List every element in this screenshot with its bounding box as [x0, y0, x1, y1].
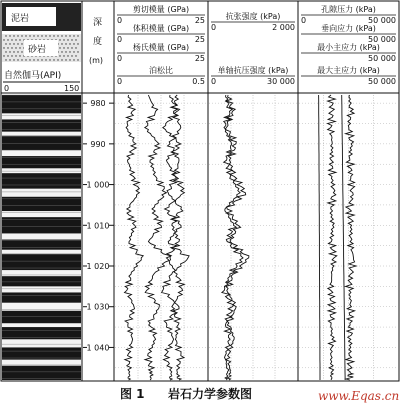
sand-dot	[11, 39, 12, 40]
track-header-min: 0	[211, 77, 217, 86]
sand-dot	[73, 35, 74, 36]
sand-dot	[53, 35, 54, 36]
sand-dot	[61, 43, 62, 44]
sand-dot	[59, 47, 60, 48]
sand-dot	[33, 35, 34, 36]
sandstone-bed	[2, 323, 81, 327]
sand-dot	[37, 59, 38, 60]
sand-dot	[69, 51, 70, 52]
sand-dot	[65, 35, 66, 36]
sand-dot	[69, 43, 70, 44]
sand-dot	[21, 43, 22, 44]
sand-dot	[13, 59, 14, 60]
sand-dot	[17, 43, 18, 44]
sand-dot	[61, 51, 62, 52]
sand-dot	[67, 55, 68, 56]
sand-dot	[25, 35, 26, 36]
sand-dot	[13, 51, 14, 52]
sand-dot	[11, 55, 12, 56]
track-header-label: 剪切模量 (GPa)	[132, 5, 190, 14]
depth-tick-label: 980	[90, 99, 106, 109]
sand-dot	[49, 59, 50, 60]
sand-dot	[65, 43, 66, 44]
watermark: www.Eqas.cn	[318, 389, 400, 403]
sand-dot	[21, 59, 22, 60]
depth-label-char-2: 度	[93, 37, 103, 47]
curve-体积模量	[145, 95, 171, 380]
sand-dot	[67, 39, 68, 40]
track-header-min: 0	[117, 54, 123, 63]
gamma-scale-min: 0	[4, 84, 10, 93]
curve-最小主应力	[328, 95, 337, 380]
sand-dot	[49, 35, 50, 36]
sand-dot	[45, 35, 46, 36]
sandstone-bed	[2, 211, 81, 217]
sand-dot	[5, 51, 6, 52]
sand-dot	[65, 51, 66, 52]
gamma-axis-label: 自然伽马(API)	[4, 71, 62, 81]
track-header-min: 0	[211, 23, 217, 32]
sand-dot	[11, 47, 12, 48]
track-header-max: 30 000	[267, 77, 295, 86]
sand-dot	[63, 47, 64, 48]
sand-dot	[5, 59, 6, 60]
depth-label-char-1: 深	[93, 18, 103, 28]
sand-dot	[21, 51, 22, 52]
sand-dot	[73, 51, 74, 52]
sand-dot	[9, 51, 10, 52]
sand-dot	[5, 35, 6, 36]
mudstone-legend-label: 泥岩	[11, 14, 30, 24]
depth-tick-label: 1 040	[86, 343, 110, 353]
sand-dot	[73, 59, 74, 60]
sand-dot	[7, 55, 8, 56]
depth-tick-label: 990	[90, 139, 106, 149]
sand-dot	[17, 35, 18, 36]
depth-tick-label: 1 020	[86, 262, 110, 271]
track-2-grid	[209, 95, 297, 380]
sandstone-bed	[2, 189, 81, 197]
track-2-curves	[222, 95, 249, 380]
track-header-label: 垂向应力 (kPa)	[321, 24, 376, 33]
track-header-label: 最大主应力 (kPa)	[317, 66, 380, 75]
track-header-min: 0	[117, 16, 123, 25]
sand-dot	[17, 51, 18, 52]
curve-泊松比	[166, 95, 184, 380]
sand-dot	[59, 55, 60, 56]
track-header-max: 50 000	[368, 35, 396, 44]
curve-最大主应力	[346, 95, 357, 380]
gamma-scale-max: 150	[64, 84, 80, 93]
sandstone-bed	[2, 233, 81, 239]
track-header-max: 2 000	[272, 23, 295, 32]
sand-dot	[15, 39, 16, 40]
sand-dot	[61, 35, 62, 36]
sandstone-bed	[2, 270, 81, 276]
track-header-min: 0	[117, 35, 123, 44]
sand-dot	[41, 35, 42, 36]
sandstone-bed	[2, 113, 81, 119]
sand-dot	[75, 55, 76, 56]
lithology-header	[2, 3, 81, 93]
sand-dot	[7, 39, 8, 40]
track-header-label: 孔隙压力 (kPa)	[321, 5, 376, 14]
sand-dot	[59, 39, 60, 40]
track-header-label: 抗张强度 (kPa)	[225, 12, 281, 21]
sand-dot	[67, 47, 68, 48]
track-header-max: 25	[194, 54, 205, 63]
sand-dot	[73, 43, 74, 44]
sandstone-bed	[2, 150, 81, 156]
sand-dot	[75, 47, 76, 48]
sand-dot	[71, 55, 72, 56]
sand-dot	[21, 35, 22, 36]
sandstone-bed	[2, 286, 81, 292]
sand-dot	[9, 43, 10, 44]
curve-孔隙压力	[319, 95, 320, 380]
sand-dot	[15, 55, 16, 56]
sand-dot	[13, 43, 14, 44]
sand-dot	[17, 59, 18, 60]
sandstone-bed	[2, 250, 81, 254]
track-header-max: 25	[194, 35, 205, 44]
lithology-column	[2, 95, 81, 380]
sand-dot	[41, 59, 42, 60]
depth-tick-label: 1 000	[86, 180, 110, 190]
depth-tick-label: 1 010	[86, 221, 110, 231]
sand-dot	[15, 47, 16, 48]
track-header-label: 泊松比	[149, 66, 173, 75]
sand-dot	[19, 55, 20, 56]
track-1-headers	[117, 4, 205, 86]
depth-unit-label: (m)	[89, 56, 104, 65]
depth-tick-label: 1 030	[86, 302, 110, 312]
sand-dot	[57, 59, 58, 60]
sand-dot	[19, 47, 20, 48]
track-header-max: 50 000	[368, 54, 396, 63]
sandstone-bed	[2, 168, 81, 173]
track-header-max: 50 000	[368, 16, 396, 25]
sand-dot	[77, 59, 78, 60]
sand-dot	[3, 55, 4, 56]
track-header-label: 体积模量 (GPa)	[132, 24, 190, 33]
sand-dot	[9, 35, 10, 36]
sand-dot	[71, 39, 72, 40]
sand-dot	[57, 35, 58, 36]
sand-dot	[69, 35, 70, 36]
sand-dot	[45, 59, 46, 60]
track-2-headers	[211, 11, 295, 86]
track-header-max: 0.5	[192, 77, 205, 86]
sand-dot	[9, 59, 10, 60]
sand-dot	[77, 35, 78, 36]
sand-dot	[29, 59, 30, 60]
sand-dot	[19, 39, 20, 40]
sand-dot	[29, 35, 30, 36]
sand-dot	[77, 43, 78, 44]
sand-dot	[25, 59, 26, 60]
sand-dot	[7, 47, 8, 48]
sand-dot	[77, 51, 78, 52]
sand-dot	[61, 59, 62, 60]
depth-axis	[83, 99, 114, 352]
sand-dot	[63, 55, 64, 56]
track-header-max: 25	[194, 16, 205, 25]
curve-剪切模量	[125, 95, 144, 380]
track-header-label: 单轴抗压强度 (kPa)	[217, 66, 289, 75]
sand-dot	[13, 35, 14, 36]
track-header-label: 最小主应力 (kPa)	[317, 43, 380, 52]
sand-dot	[33, 59, 34, 60]
sand-dot	[5, 43, 6, 44]
figure-title: 岩石力学参数图	[168, 387, 253, 401]
depth-header	[89, 17, 103, 65]
track-header-min: 0	[117, 77, 123, 86]
sand-dot	[3, 39, 4, 40]
sand-dot	[63, 39, 64, 40]
track-header-max: 50 000	[368, 77, 396, 86]
sand-dot	[75, 39, 76, 40]
track-1-grid	[115, 95, 207, 380]
track-3-curves	[319, 95, 357, 380]
sand-dot	[53, 59, 54, 60]
sand-dot	[37, 35, 38, 36]
track-3-headers	[301, 4, 396, 86]
sand-dot	[71, 47, 72, 48]
curve-垂向应力	[342, 95, 345, 380]
figure-number: 图 1	[120, 387, 145, 401]
sand-dot	[3, 47, 4, 48]
curve-单轴抗压强度	[222, 95, 243, 380]
track-header-min: 0	[301, 16, 307, 25]
sand-dot	[69, 59, 70, 60]
sand-dot	[65, 59, 66, 60]
sandstone-bed	[2, 339, 81, 347]
track-header-label: 杨氏模量 (GPa)	[132, 43, 190, 52]
track-1-curves	[125, 95, 190, 380]
sandstone-legend-label: 砂岩	[28, 45, 47, 55]
sandstone-bed	[2, 132, 81, 136]
